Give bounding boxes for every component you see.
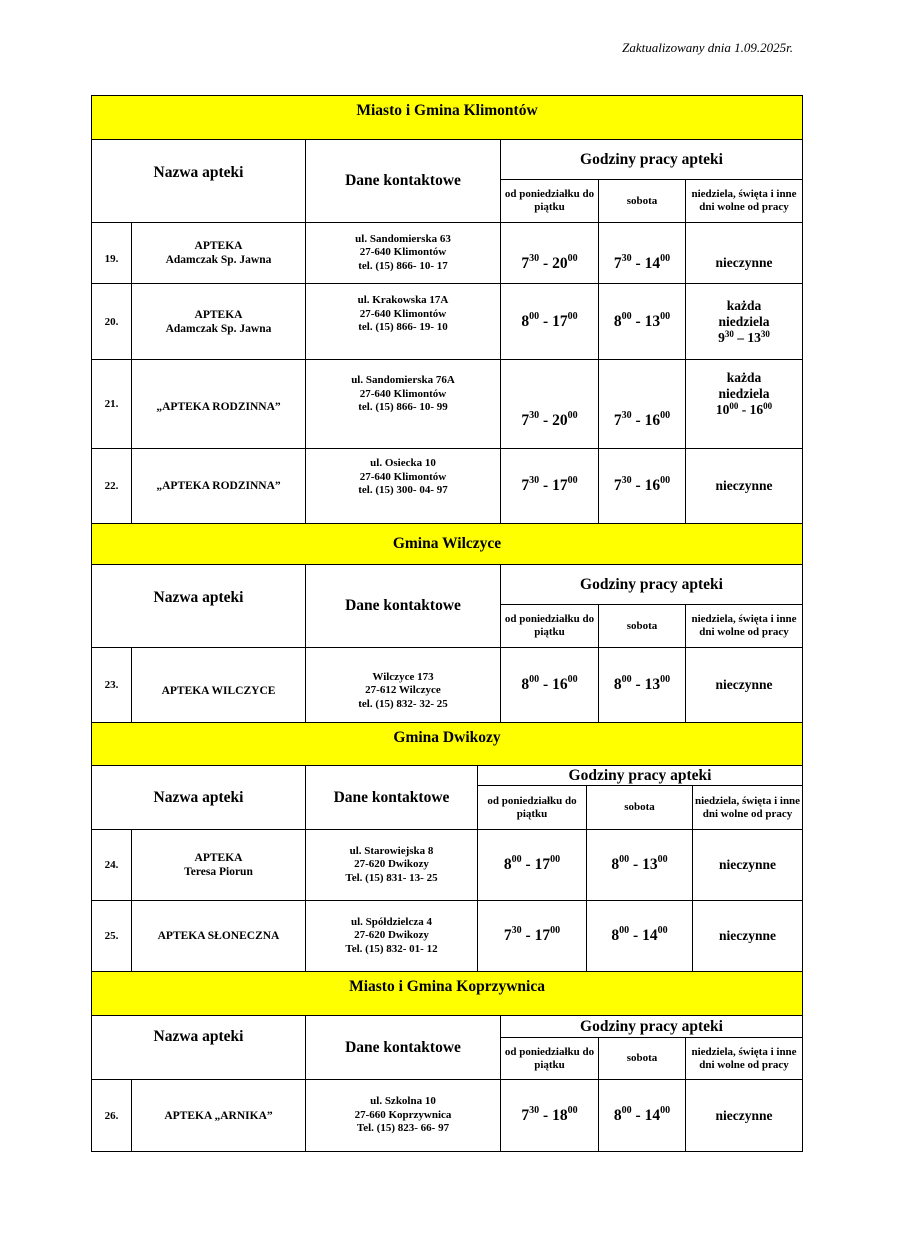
- hours-saturday: $8^{00} - 14^{00}$: [587, 901, 693, 972]
- table-row: [92, 1080, 803, 1152]
- section-wilczyce: [91, 523, 803, 723]
- table-row: [92, 223, 803, 284]
- hours-weekdays: $7^{30} - 17^{00}$: [478, 901, 587, 972]
- table-row: [92, 830, 803, 901]
- hours-sunday: każda niedziela $10^{00} - 16^{00}$: [686, 360, 803, 449]
- hours-weekdays: $8^{00} - 16^{00}$: [501, 648, 599, 723]
- header-pharmacy-name: Nazwa apteki: [92, 140, 306, 223]
- hours-weekdays: $8^{00} - 17^{00}$: [501, 284, 599, 360]
- table-row: [92, 360, 803, 449]
- header-sunday: niedziela, święta i inne dni wolne od pracy: [693, 786, 803, 830]
- section-klimontow: [91, 95, 803, 524]
- contact-details: ul. Osiecka 10 27-640 Klimontów tel. (15) 300- 04- 97: [306, 449, 501, 524]
- hours-saturday: $7^{30} - 16^{00}$: [599, 360, 686, 449]
- hours-saturday: $8^{00} - 13^{00}$: [587, 830, 693, 901]
- pharmacy-name: APTEKA „ARNIKA”: [132, 1080, 306, 1152]
- contact-details: Wilczyce 173 27-612 Wilczyce tel. (15) 832- 32- 25: [306, 648, 501, 723]
- contact-details: ul. Sandomierska 63 27-640 Klimontów tel. (15) 866- 10- 17: [306, 223, 501, 284]
- row-number: 22.: [92, 449, 132, 524]
- hours-sunday: nieczynne: [686, 449, 803, 524]
- table-row: [92, 449, 803, 524]
- header-sunday: niedziela, święta i inne dni wolne od pracy: [686, 180, 803, 223]
- row-number: 25.: [92, 901, 132, 972]
- row-number: 24.: [92, 830, 132, 901]
- pharmacy-name: APTEKA WILCZYCE: [132, 648, 306, 723]
- table-row: [92, 901, 803, 972]
- section-title: Miasto i Gmina Koprzywnica: [92, 972, 803, 1016]
- hours-weekdays: $7^{30} - 17^{00}$: [501, 449, 599, 524]
- section-dwikozy: [91, 722, 803, 972]
- hours-saturday: $7^{30} - 16^{00}$: [599, 449, 686, 524]
- header-pharmacy-name: Nazwa apteki: [92, 766, 306, 830]
- header-contact: Dane kontaktowe: [306, 1016, 501, 1080]
- table-row: [92, 648, 803, 723]
- contact-details: ul. Szkolna 10 27-660 Koprzywnica Tel. (15) 823- 66- 97: [306, 1080, 501, 1152]
- header-saturday: sobota: [587, 786, 693, 830]
- pharmacy-name: APTEKA Teresa Piorun: [132, 830, 306, 901]
- hours-weekdays: $7^{30} - 18^{00}$: [501, 1080, 599, 1152]
- hours-sunday: każda niedziela $9^{30} - 13^{30}$: [686, 284, 803, 360]
- header-weekdays: od poniedziałku do piątku: [501, 605, 599, 648]
- header-opening-hours: Godziny pracy apteki: [478, 766, 803, 786]
- header-sunday: niedziela, święta i inne dni wolne od pracy: [686, 605, 803, 648]
- pharmacy-name: APTEKA Adamczak Sp. Jawna: [132, 284, 306, 360]
- pharmacy-name: „APTEKA RODZINNA”: [132, 449, 306, 524]
- header-weekdays: od poniedziałku do piątku: [501, 1038, 599, 1080]
- contact-details: ul. Sandomierska 76A 27-640 Klimontów tel. (15) 866- 10- 99: [306, 360, 501, 449]
- hours-sunday: nieczynne: [693, 830, 803, 901]
- header-pharmacy-name: Nazwa apteki: [92, 1016, 306, 1080]
- header-opening-hours: Godziny pracy apteki: [501, 1016, 803, 1038]
- row-number: 23.: [92, 648, 132, 723]
- hours-weekdays: $7^{30} - 20^{00}$: [501, 223, 599, 284]
- row-number: 26.: [92, 1080, 132, 1152]
- contact-details: ul. Spółdzielcza 4 27-620 Dwikozy Tel. (15) 832- 01- 12: [306, 901, 478, 972]
- header-saturday: sobota: [599, 180, 686, 223]
- header-contact: Dane kontaktowe: [306, 565, 501, 648]
- header-saturday: sobota: [599, 605, 686, 648]
- section-title: Gmina Dwikozy: [92, 723, 803, 766]
- hours-saturday: $8^{00} - 13^{00}$: [599, 648, 686, 723]
- contact-details: ul. Krakowska 17A 27-640 Klimontów tel. (15) 866- 19- 10: [306, 284, 501, 360]
- hours-saturday: $8^{00} - 14^{00}$: [599, 1080, 686, 1152]
- table-row: [92, 284, 803, 360]
- header-weekdays: od poniedziałku do piątku: [501, 180, 599, 223]
- contact-details: ul. Starowiejska 8 27-620 Dwikozy Tel. (15) 831- 13- 25: [306, 830, 478, 901]
- header-contact: Dane kontaktowe: [306, 140, 501, 223]
- pharmacy-name: APTEKA SŁONECZNA: [132, 901, 306, 972]
- row-number: 21.: [92, 360, 132, 449]
- section-title: Gmina Wilczyce: [92, 524, 803, 565]
- hours-saturday: $8^{00} - 13^{00}$: [599, 284, 686, 360]
- header-contact: Dane kontaktowe: [306, 766, 478, 830]
- hours-sunday: nieczynne: [686, 1080, 803, 1152]
- hours-sunday: nieczynne: [686, 223, 803, 284]
- hours-weekdays: $8^{00} - 17^{00}$: [478, 830, 587, 901]
- header-weekdays: od poniedziałku do piątku: [478, 786, 587, 830]
- hours-sunday: nieczynne: [686, 648, 803, 723]
- header-sunday: niedziela, święta i inne dni wolne od pracy: [686, 1038, 803, 1080]
- hours-weekdays: $7^{30} - 20^{00}$: [501, 360, 599, 449]
- row-number: 20.: [92, 284, 132, 360]
- header-saturday: sobota: [599, 1038, 686, 1080]
- updated-date: Zaktualizowany dnia 1.09.2025r.: [622, 40, 793, 55]
- hours-saturday: $7^{30} - 14^{00}$: [599, 223, 686, 284]
- header-pharmacy-name: Nazwa apteki: [92, 565, 306, 648]
- pharmacy-name: APTEKA Adamczak Sp. Jawna: [132, 223, 306, 284]
- section-title: Miasto i Gmina Klimontów: [92, 96, 803, 140]
- row-number: 19.: [92, 223, 132, 284]
- hours-sunday: nieczynne: [693, 901, 803, 972]
- section-koprzywnica: [91, 971, 803, 1152]
- header-opening-hours: Godziny pracy apteki: [501, 565, 803, 605]
- header-opening-hours: Godziny pracy apteki: [501, 140, 803, 180]
- pharmacy-name: „APTEKA RODZINNA”: [132, 360, 306, 449]
